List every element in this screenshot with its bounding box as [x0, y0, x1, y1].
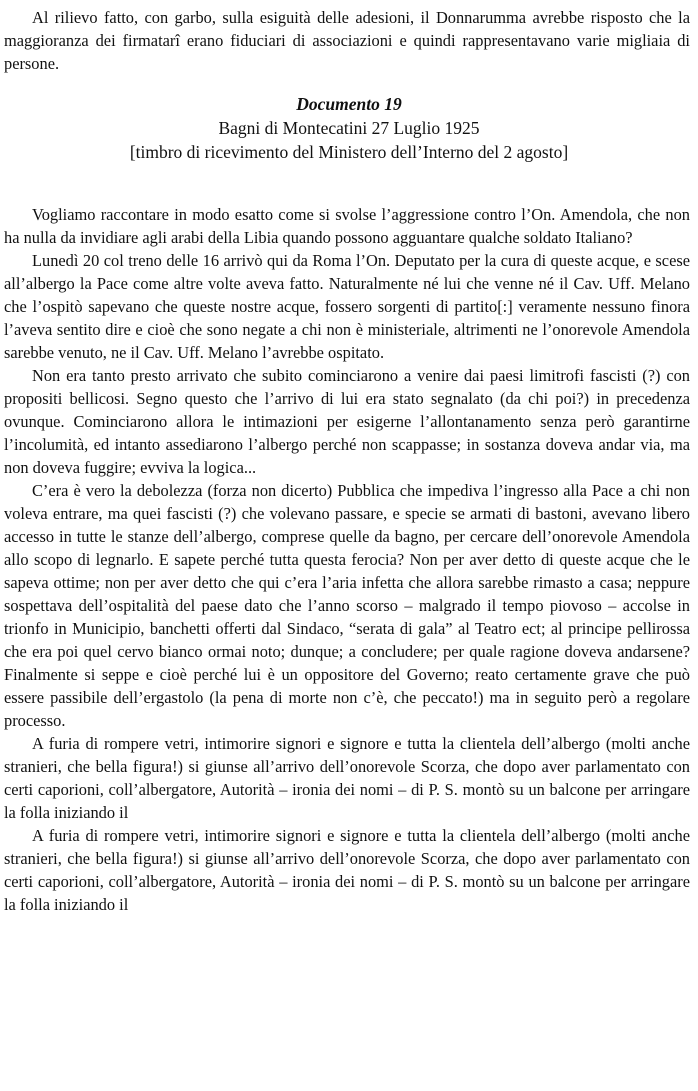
body-paragraph-2: Lunedì 20 col treno delle 16 arrivò qui da Roma l’On. Deputato per la cura di queste acque, e scese all’albergo la Pace come altre volte aveva fatto. Naturalmente né lui che venne né il Cav. Uff. Melano che l’ospitò sapevano che queste nostre acque, fossero sorgenti di partito[:] veramente nessuno finora l’aveva sentito dire e cioè che sono negate a chi non è ministeriale, altrimenti ne l’onorevole Amendola sarebbe venuto, ne il Cav. Uff. Melano l’avrebbe ospitato. [4, 251, 690, 362]
document-place-date: Bagni di Montecatini 27 Luglio 1925 [218, 118, 480, 138]
body-paragraph-4: C’era è vero la debolezza (forza non dicerto) Pubblica che impediva l’ingresso alla Pace a chi non voleva entrare, ma quei fascisti (?) che volevano passare, e specie se armati di bastoni, avevano libero accesso in tutte le stanze dell’albergo, comprese quelle da bagno, per cercare dell’onorevole Amendola allo scopo di legnarlo. E sapete perché tutta questa ferocia? Non per aver detto di queste acque che le sapeva ottime; non per aver detto che qui c’era l’aria infetta che allora sarebbe rimasto a casa; neppure sospettava dell’ospitalità del paese dato che l’anno scorso – malgrado il tempo piovoso – accolse in trionfo in Municipio, banchetti offerti dal Sindaco, “serata di gala” al Teatro ect; al principe pellirossa che era poi quel cervo bianco ormai noto; dunque; a concludere; per quale ragione doveva andarsene? Finalmente si seppe e cioè perché lui è un oppositore del Governo; reato certamente grave che può essere passibile dell’ergastolo (la pena di morte non c’è, che peccato!) ma in seguito però a regolare processo. [4, 481, 690, 730]
intro-paragraph: Al rilievo fatto, con garbo, sulla esiguità delle adesioni, il Donnarumma avrebbe risposto che la maggioranza dei firmatarî erano fiduciari di associazioni e quindi rappresentavano varie migliaia di persone. [4, 8, 690, 73]
document-title: Documento 19 [296, 94, 402, 114]
intro-block [4, 6, 690, 75]
document-header [0, 93, 698, 164]
body-paragraph-6: A furia di rompere vetri, intimorire signori e signore e tutta la clientela dell’albergo (molti anche stranieri, che bella figura!) si giunse all’arrivo dell’onorevole Scorza, che dopo aver parlamentato con certi caporioni, coll’albergatore, Autorità – ironia dei nomi – di P. S. montò su un balcone per arringare la folla iniziando il [4, 826, 690, 914]
body-paragraph-1: Vogliamo raccontare in modo esatto come si svolse l’aggressione contro l’On. Amendola, che non ha nulla da invidiare agli arabi della Libia quando possono agguantare qualche soldato Italiano? [4, 205, 690, 247]
document-stamp: [timbro di ricevimento del Ministero dell’Interno del 2 agosto] [129, 142, 569, 162]
body-paragraph-5: A furia di rompere vetri, intimorire signori e signore e tutta la clientela dell’albergo (molti anche stranieri, che bella figura!) si giunse all’arrivo dell’onorevole Scorza, che dopo aver parlamentato con certi caporioni, coll’albergatore, Autorità – ironia dei nomi – di P. S. montò su un balcone per arringare la folla iniziando il [4, 734, 690, 822]
body-paragraph-3: Non era tanto presto arrivato che subito cominciarono a venire dai paesi limitrofi fascisti (?) con propositi bellicosi. Segno questo che l’arrivo di lui era stato segnalato (da chi poi?) in precedenza ovunque. Cominciarono allora le intimazioni per esigerne l’allontanamento senza però garantirne l’incolumità, ed intanto assediarono l’albergo perché non scappasse; in sostanza doveva andar via, ma non doveva fuggire; evviva la logica... [4, 366, 690, 477]
document-body [4, 203, 690, 916]
